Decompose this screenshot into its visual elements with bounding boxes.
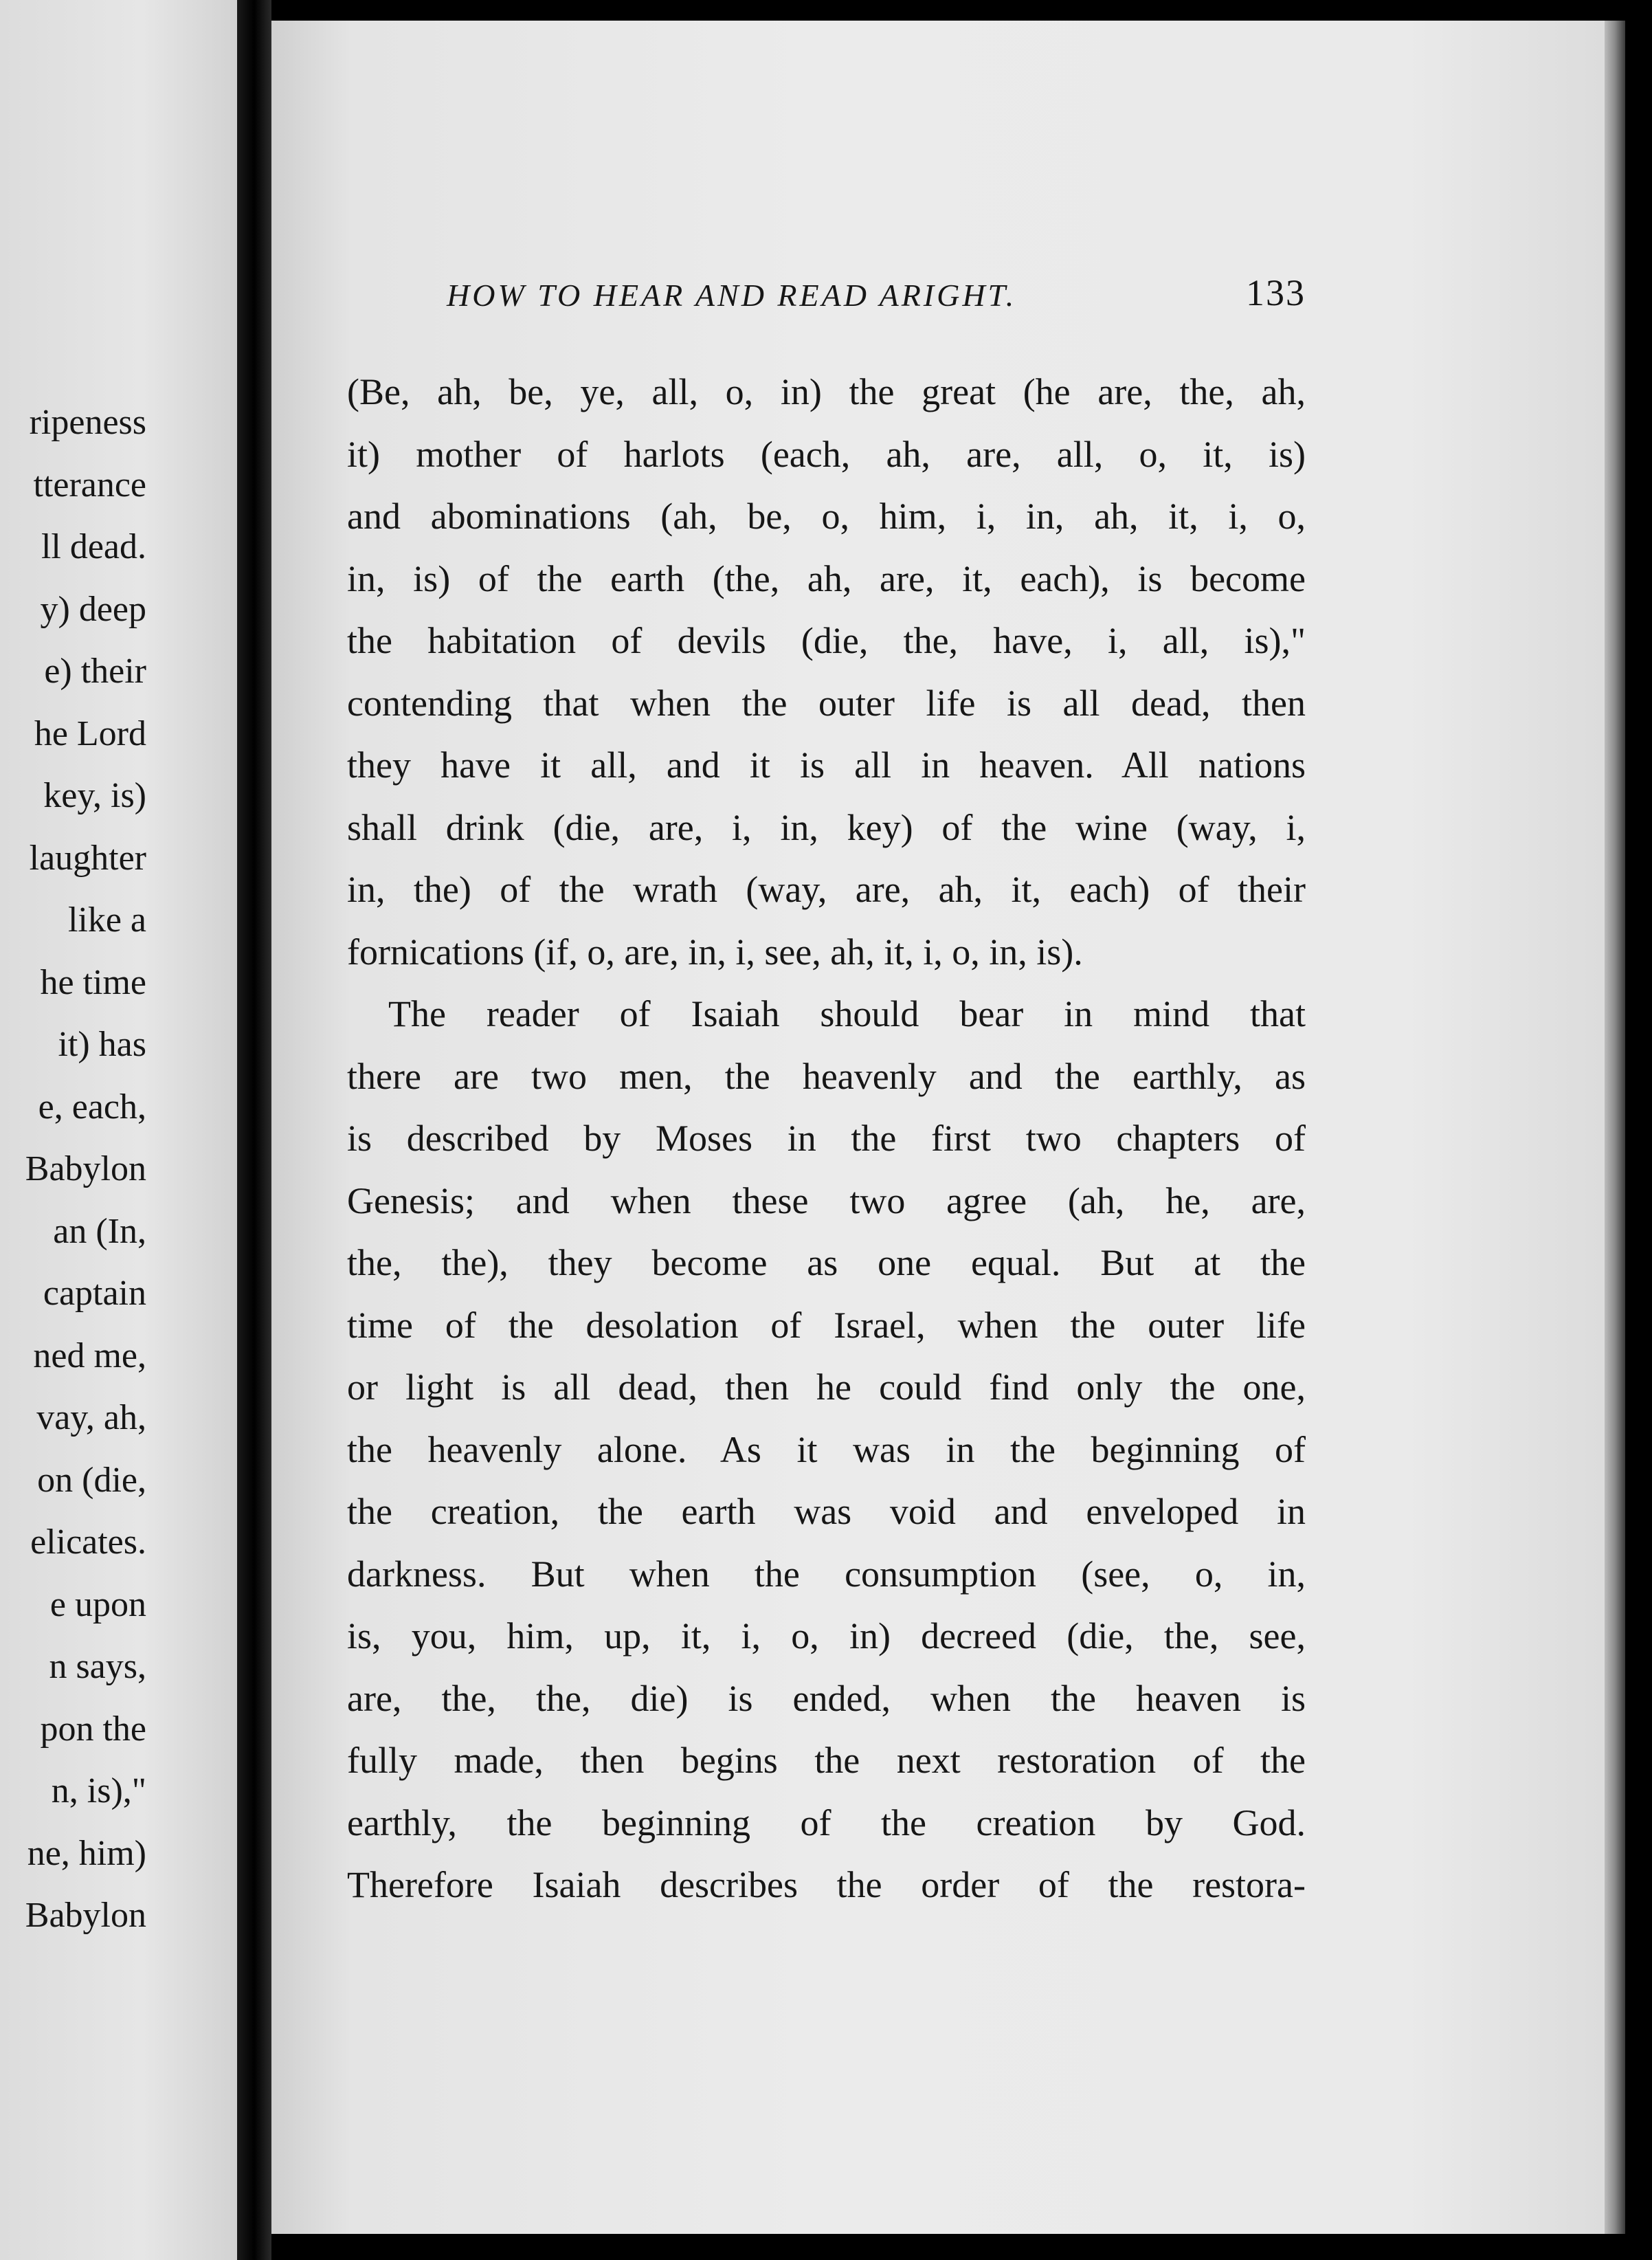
text-line: the, the), they become as one equal. But at the: [347, 1242, 1306, 1283]
book-gutter: [237, 0, 271, 2260]
text-line: (Be, ah, be, ye, all, o, in) the great (he are, the, ah,: [347, 371, 1306, 412]
left-line: it) has: [58, 1025, 146, 1064]
page-number: 133: [1246, 272, 1306, 313]
body-text: [347, 361, 1306, 1916]
text-line: in, the) of the wrath (way, are, ah, it, each) of their: [347, 869, 1306, 910]
left-line: ll dead.: [41, 527, 146, 566]
left-line: vay, ah,: [36, 1398, 146, 1437]
left-line: he time: [40, 962, 146, 1002]
text-line: it) mother of harlots (each, ah, are, all, o, it, is): [347, 433, 1306, 475]
text-line: Therefore Isaiah describes the order of the restora-: [347, 1864, 1306, 1905]
left-line: key, is): [43, 776, 146, 815]
text-line: Genesis; and when these two agree (ah, he, are,: [347, 1179, 1306, 1221]
text-line: there are two men, the heavenly and the earthly, as: [347, 1055, 1306, 1097]
text-line: in, is) of the earth (the, ah, are, it, each), is become: [347, 557, 1306, 599]
text-line: shall drink (die, are, i, in, key) of the wine (way, i,: [347, 806, 1306, 848]
left-line: e, each,: [38, 1087, 146, 1127]
left-line: elicates.: [30, 1522, 146, 1562]
paragraph-1: [347, 361, 1306, 983]
text-line: The reader of Isaiah should bear in mind that: [388, 993, 1306, 1034]
text-line: is, you, him, up, it, i, o, in) decreed (die, the, see,: [347, 1615, 1306, 1657]
left-line: an (In,: [53, 1211, 146, 1251]
text-line: are, the, the, die) is ended, when the heaven is: [347, 1677, 1306, 1719]
left-line: on (die,: [37, 1460, 146, 1500]
left-line: n, is),": [51, 1771, 146, 1810]
text-line: fornications (if, o, are, in, i, see, ah, it, i, o, in, is).: [347, 931, 1083, 973]
left-line: n says,: [49, 1647, 146, 1686]
left-page: [0, 0, 237, 2260]
left-line: e) their: [44, 652, 146, 691]
text-line: time of the desolation of Israel, when the outer life: [347, 1304, 1306, 1346]
left-line: ripeness: [29, 403, 146, 442]
text-line: fully made, then begins the next restoration of the: [347, 1740, 1306, 1781]
left-line: like a: [67, 900, 146, 940]
text-line: or light is all dead, then he could find only the one,: [347, 1366, 1306, 1408]
left-line: e upon: [49, 1584, 146, 1624]
text-line: the creation, the earth was void and enveloped in: [347, 1491, 1306, 1532]
paragraph-2: [347, 983, 1306, 1916]
left-page-text: [0, 392, 146, 1947]
text-line: darkness. But when the consumption (see, o, in,: [347, 1553, 1306, 1595]
text-line: the habitation of devils (die, the, have, i, all, is),": [347, 620, 1306, 661]
left-line: tterance: [33, 465, 146, 505]
page-edge: [1605, 21, 1625, 2234]
left-line: y) deep: [40, 589, 146, 629]
left-line: captain: [43, 1274, 146, 1313]
text-line: they have it all, and it is all in heaven. All nations: [347, 744, 1306, 786]
left-line: he Lord: [34, 713, 146, 753]
left-line: Babylon: [25, 1149, 146, 1188]
left-line: Babylon: [25, 1896, 146, 1935]
text-line: the heavenly alone. As it was in the beginning of: [347, 1428, 1306, 1470]
running-head: HOW TO HEAR AND READ ARIGHT.: [447, 278, 1017, 313]
left-line: ned me,: [33, 1336, 146, 1375]
text-line: is described by Moses in the first two chapters of: [347, 1118, 1306, 1159]
left-line: ne, him): [27, 1833, 146, 1873]
left-line: pon the: [40, 1709, 146, 1749]
page-header: [447, 272, 1306, 326]
left-line: laughter: [29, 838, 146, 878]
text-line: earthly, the beginning of the creation by God.: [347, 1802, 1306, 1843]
text-line: contending that when the outer life is all dead, then: [347, 682, 1306, 724]
text-line: and abominations (ah, be, o, him, i, in, ah, it, i, o,: [347, 496, 1306, 537]
